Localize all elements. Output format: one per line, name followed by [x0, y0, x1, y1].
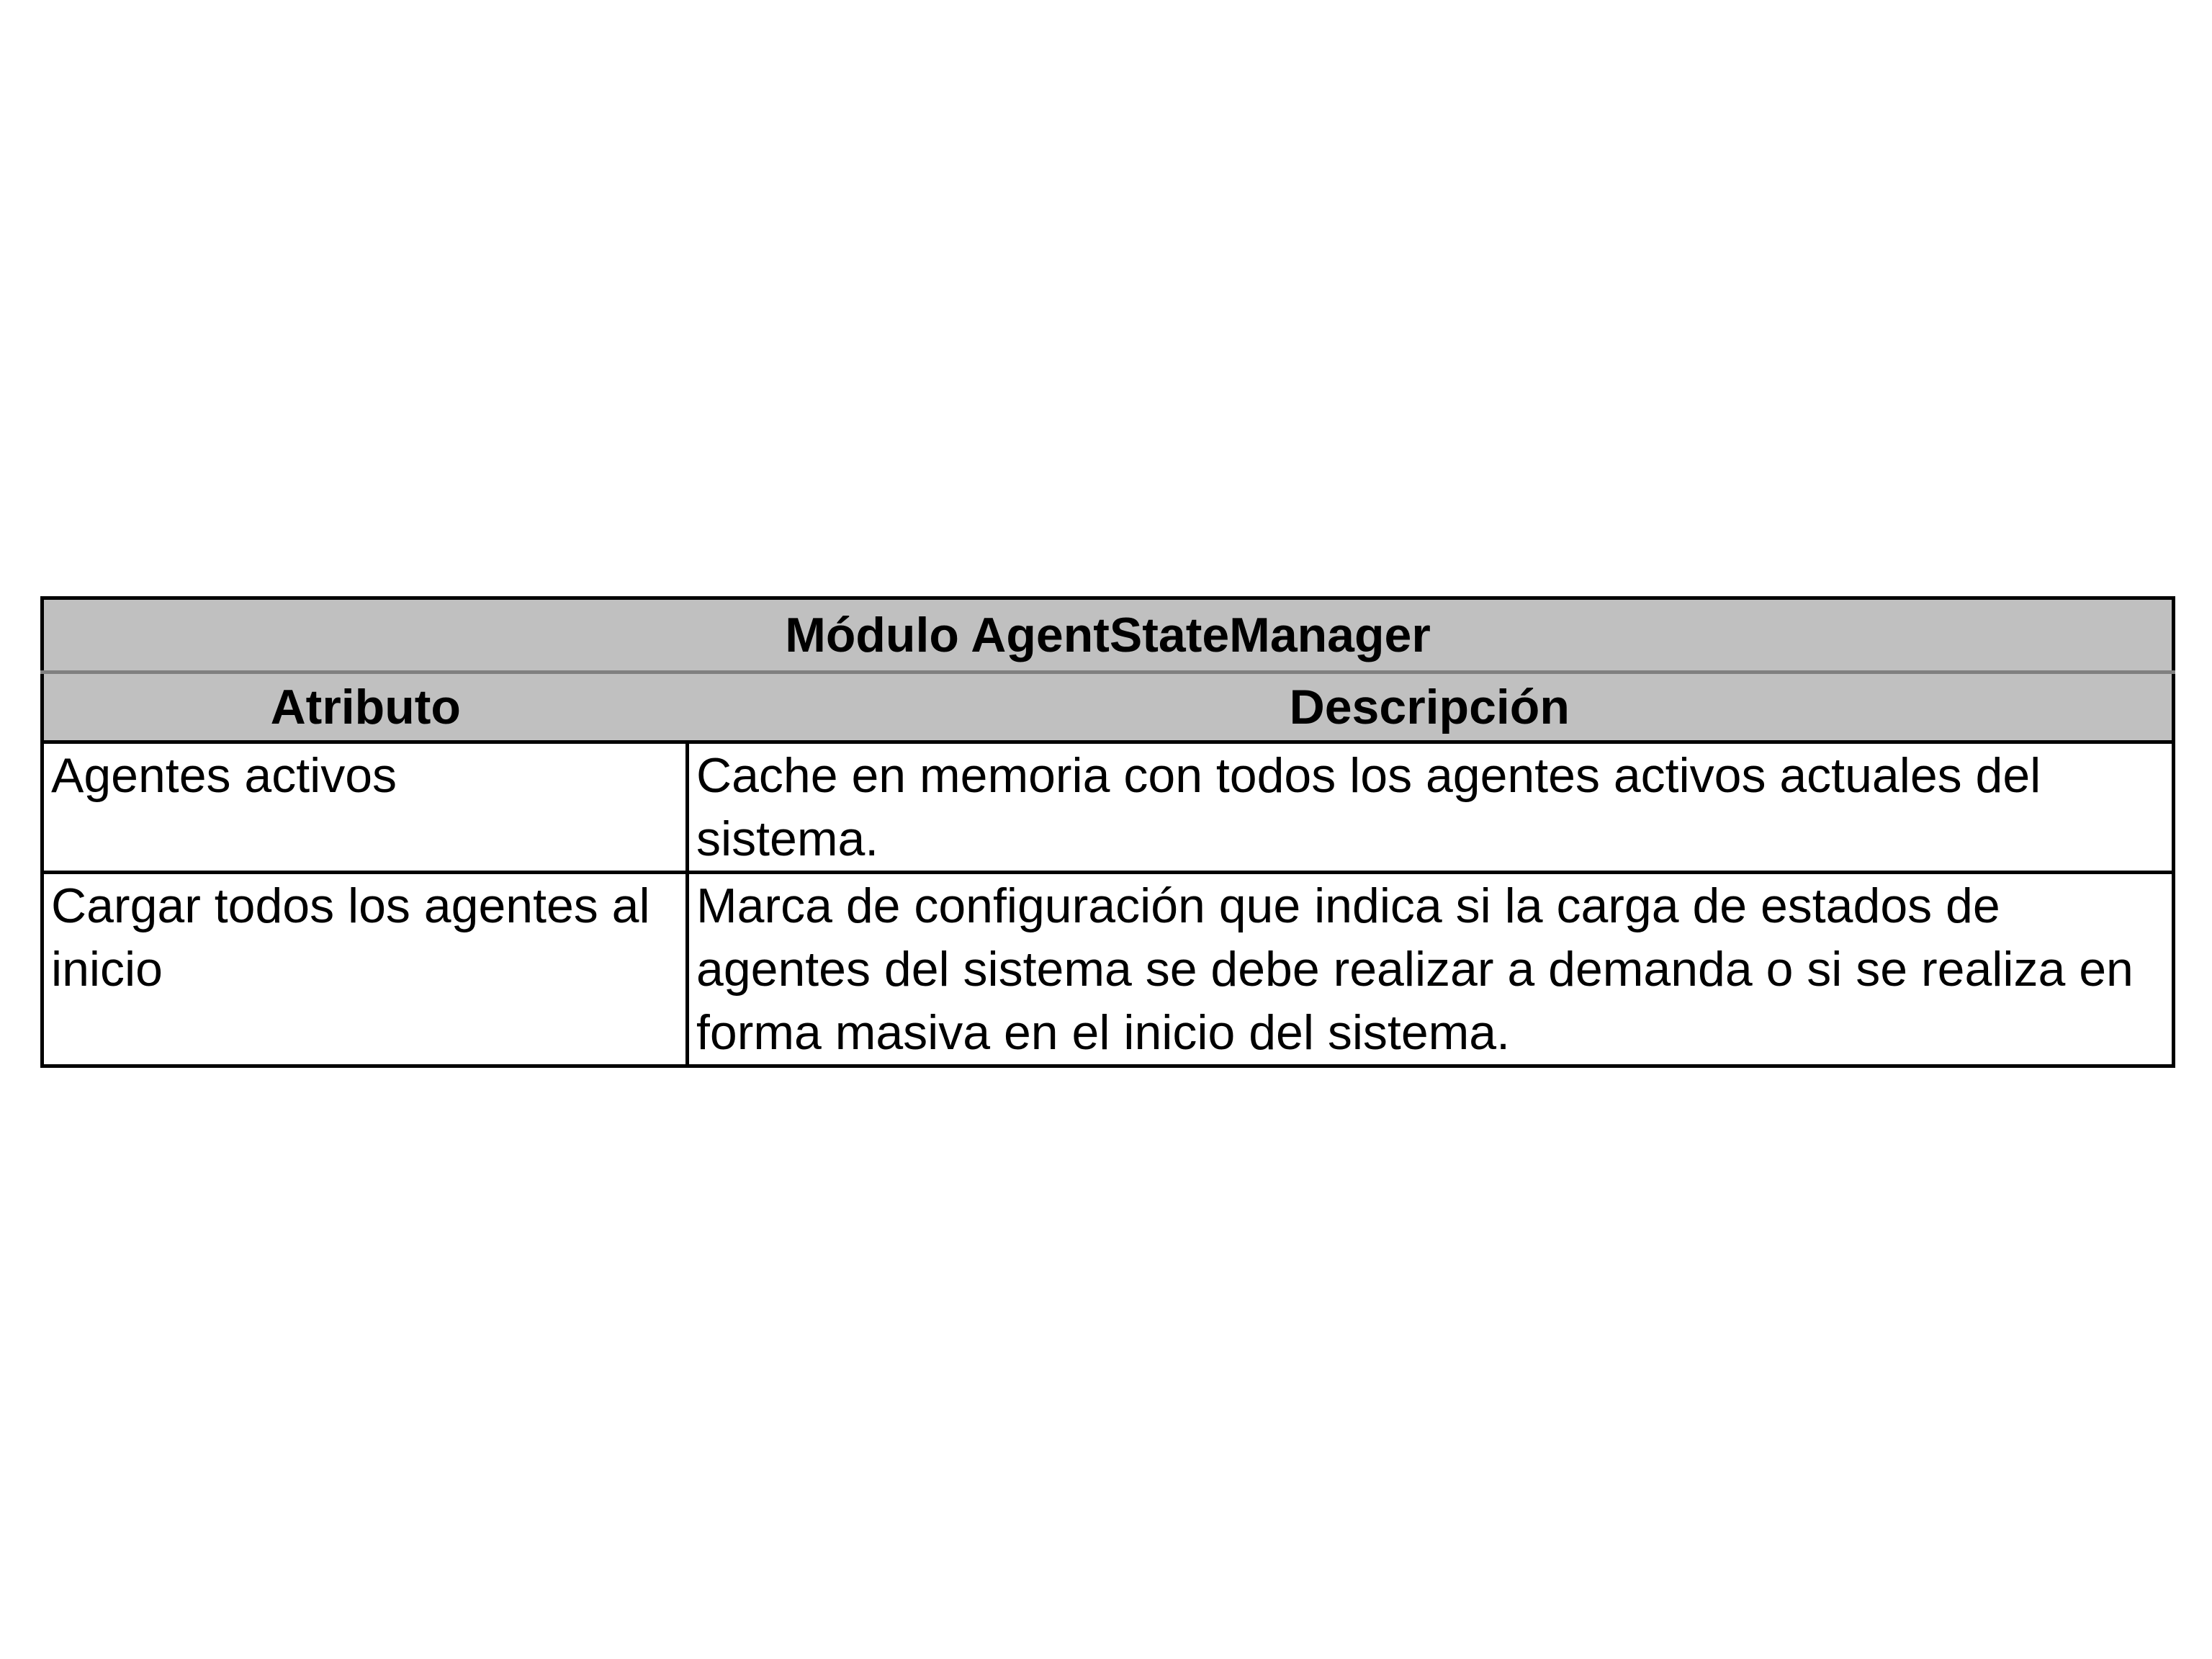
attribute-cell: Cargar todos los agentes al inicio	[42, 873, 688, 1066]
table-row	[42, 873, 2174, 1066]
description-cell: Cache en memoria con todos los agentes activos actuales del sistema.	[688, 742, 2174, 873]
attribute-cell: Agentes activos	[42, 742, 688, 873]
column-header-description: Descripción	[688, 673, 2174, 742]
description-cell: Marca de configuración que indica si la carga de estados de agentes del sistema se debe realizar a demanda o si se realiza en forma masiva en el inicio del sistema.	[688, 873, 2174, 1066]
table-title-row	[42, 598, 2174, 673]
table-header-row	[42, 673, 2174, 742]
column-header-attribute: Atributo	[42, 673, 688, 742]
table-row	[42, 742, 2174, 873]
attribute-table	[40, 596, 2175, 1068]
table-title: Módulo AgentStateManager	[42, 598, 2174, 673]
